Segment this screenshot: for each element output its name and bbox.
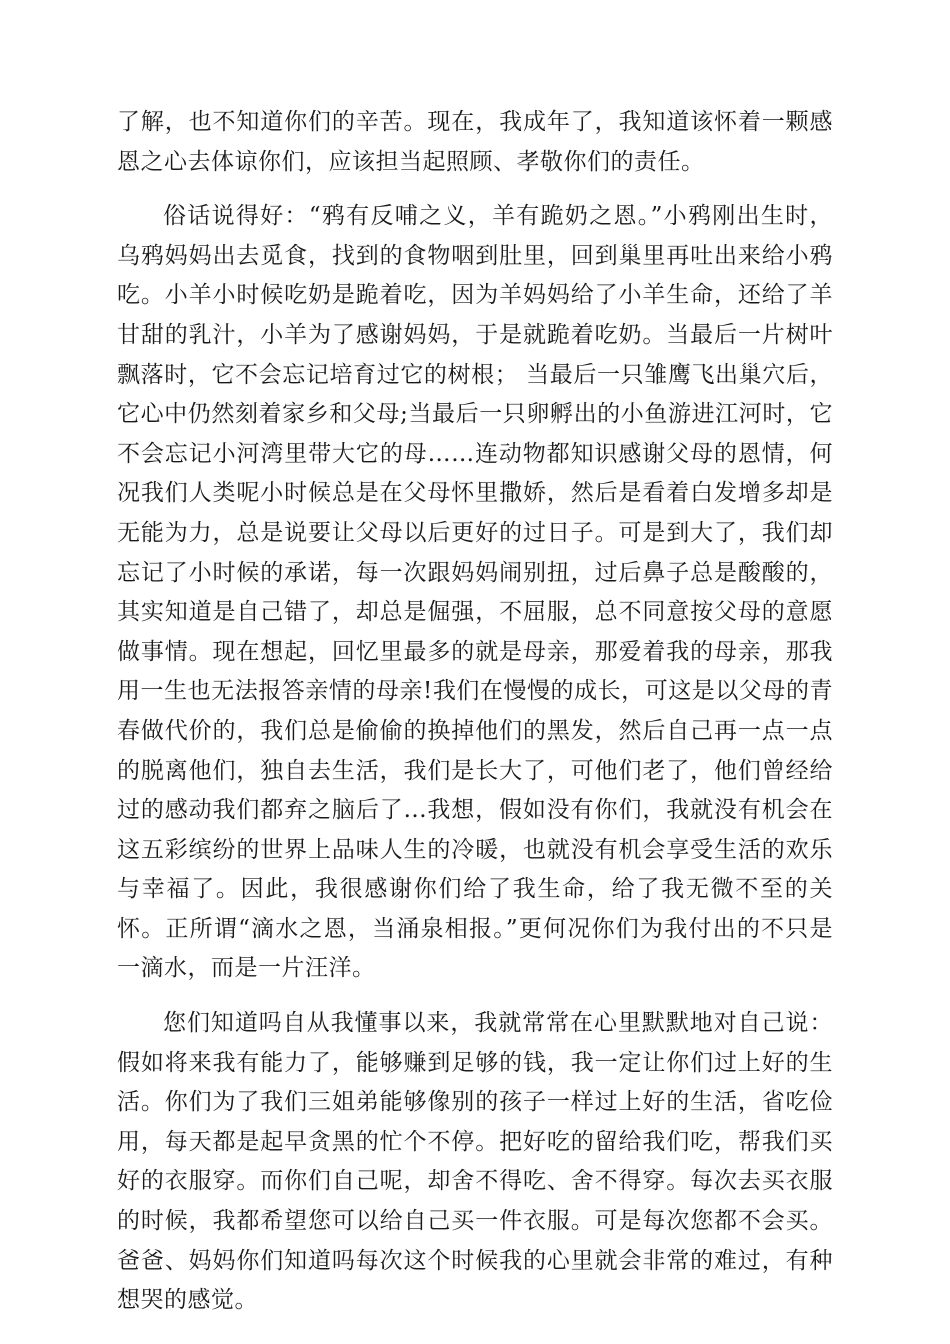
document-body — [117, 103, 833, 1321]
paragraph-1: 了解，也不知道你们的辛苦。现在，我成年了，我知道该怀着一颗感恩之心去体谅你们，应该担当起照顾、孝敬你们的责任。 — [117, 109, 833, 175]
paragraph-2: 俗话说得好：“鸦有反哺之义，羊有跪奶之恩。”小鸦刚出生时，乌鸦妈妈出去觅食，找到的食物咽到肚里，回到巢里再吐出来给小鸦吃。小羊小时候吃奶是跪着吃，因为羊妈妈给了小羊生命，还给了羊甘甜的乳汁，小羊为了感谢妈妈，于是就跪着吃奶。当最后一片树叶飘落时，它不会忘记培育过它的树根； 当最后一只雏鹰飞出巢穴后，它心中仍然刻着家乡和父母;当最后一只卵孵出的小鱼游进江河时，它不会忘记小河湾里带大它的母……连动物都知识感谢父母的恩情，何况我们人类呢小时候总是在父母怀里撒娇，然后是看着白发增多却是无能为力，总是说要让父母以后更好的过日子。可是到大了，我们却忘记了小时候的承诺，每一次跟妈妈闹别扭，过后鼻子总是酸酸的，其实知道是自己错了，却总是倔强，不屈服，总不同意按父母的意愿做事情。现在想起，回忆里最多的就是母亲，那爱着我的母亲，那我用一生也无法报答亲情的母亲!我们在慢慢的成长，可这是以父母的青春做代价的，我们总是偷偷的换掉他们的黑发，然后自己再一点一点的脱离他们，独自去生活，我们是长大了，可他们老了，他们曾经给过的感动我们都弃之脑后了...我想，假如没有你们，我就没有机会在这五彩缤纷的世界上品味人生的冷暖，也就没有机会享受生活的欢乐与幸福了。因此，我很感谢你们给了我生命，给了我无微不至的关怀。正所谓“滴水之恩，当涌泉相报。”更何况你们为我付出的不只是一滴水，而是一片汪洋。 — [117, 203, 833, 982]
paragraph-3: 您们知道吗自从我懂事以来，我就常常在心里默默地对自己说：假如将来我有能力了，能够赚到足够的钱，我一定让你们过上好的生活。你们为了我们三姐弟能够像别的孩子一样过上好的生活，省吃俭用，每天都是起早贪黑的忙个不停。把好吃的留给我们吃，帮我们买好的衣服穿。而你们自己呢，却舍不得吃、舍不得穿。每次去买衣服的时候，我都希望您可以给自己买一件衣服。可是每次您都不会买。爸爸、妈妈你们知道吗每次这个时候我的心里就会非常的难过，有种想哭的感觉。 — [117, 1010, 833, 1314]
